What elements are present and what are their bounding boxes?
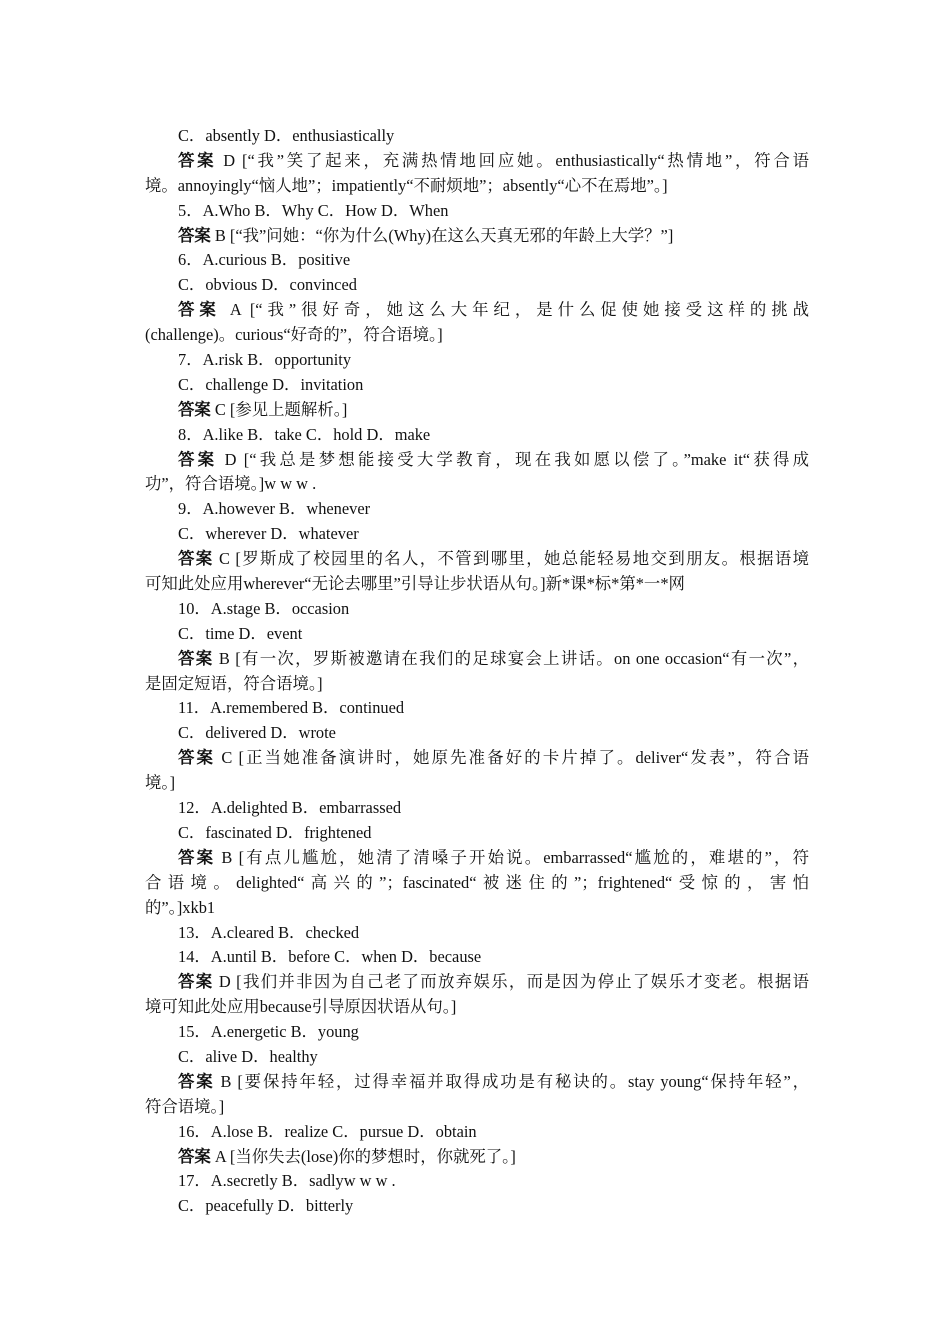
answer-line	[145, 547, 809, 572]
answer-label: 答案	[178, 449, 218, 469]
answer-line	[145, 448, 809, 473]
line-text: 17．A.secretly B．sadlyw w w .	[178, 1171, 396, 1191]
text-line	[145, 124, 809, 149]
line-text: B [要保持年轻，过得幸福并取得成功是有秘诀的。stay young“保持年轻”，	[214, 1071, 809, 1091]
line-text: B [“我”问她：“你为什么(Why)在这么天真无邪的年龄上大学？”]	[210, 225, 674, 245]
answer-label: 答案	[178, 300, 221, 320]
line-text: C [正当她准备演讲时，她原先准备好的卡片掉了。deliver“发表”，符合语	[215, 748, 809, 768]
line-text: 可知此处应用wherever“无论去哪里”引导让步状语从句。]新*课*标*第*一*网	[145, 574, 685, 594]
line-text: 是固定短语，符合语境。]	[145, 673, 323, 693]
line-text: 12．A.delighted B．embarrassed	[178, 798, 402, 818]
text-line	[145, 248, 809, 273]
text-line	[145, 572, 809, 597]
line-text: 功”，符合语境。]w w w .	[145, 474, 317, 494]
answer-line	[145, 846, 809, 871]
text-line	[145, 771, 809, 796]
text-line	[145, 721, 809, 746]
line-text: 10．A.stage B．occasion	[178, 598, 350, 618]
answer-label: 答案	[178, 549, 214, 569]
line-text: (challenge)。curious“好奇的”，符合语境。]	[145, 325, 443, 345]
answer-line	[145, 149, 809, 174]
line-text: B [有一次，罗斯被邀请在我们的足球宴会上讲话。on one occasion“有一次”，	[213, 648, 809, 668]
line-text: 7．A.risk B．opportunity	[178, 350, 352, 370]
text-line	[145, 199, 809, 224]
line-text: C．fascinated D．frightened	[178, 822, 372, 842]
line-text: C．wherever D．whatever	[178, 524, 359, 544]
text-line	[145, 348, 809, 373]
text-line	[145, 1120, 809, 1145]
text-line	[145, 1194, 809, 1219]
text-line	[145, 373, 809, 398]
text-line	[145, 472, 809, 497]
line-text: 14．A.until B．before C．when D．because	[178, 947, 482, 967]
line-text: 13．A.cleared B．checked	[178, 922, 360, 942]
answer-label: 答案	[178, 972, 214, 992]
line-text: C [参见上题解析。]	[210, 399, 348, 419]
text-line	[145, 796, 809, 821]
text-line	[145, 696, 809, 721]
answer-label: 答案	[178, 150, 217, 170]
line-text: 16．A.lose B．realize C．pursue D．obtain	[178, 1121, 477, 1141]
document-body	[145, 124, 809, 1219]
text-line	[145, 821, 809, 846]
answer-line	[145, 1070, 809, 1095]
line-text: A [当你失去(lose)你的梦想时，你就死了。]	[210, 1146, 516, 1166]
answer-line	[145, 746, 809, 771]
line-text: 15．A.energetic B．young	[178, 1022, 359, 1042]
text-line	[145, 1045, 809, 1070]
answer-line	[145, 398, 809, 423]
line-text: D [“我总是梦想能接受大学教育，现在我如愿以偿了。”make it“获得成	[217, 449, 809, 469]
text-line	[145, 323, 809, 348]
text-line	[145, 522, 809, 547]
text-line	[145, 1020, 809, 1045]
line-text: C．alive D．healthy	[178, 1046, 318, 1066]
answer-label: 答案	[178, 847, 216, 867]
text-line	[145, 273, 809, 298]
answer-line	[145, 970, 809, 995]
line-text: C．challenge D．invitation	[178, 374, 364, 394]
answer-label: 答案	[178, 225, 211, 245]
text-line	[145, 871, 809, 896]
line-text: B [有点儿尴尬，她清了清嗓子开始说。embarrassed“尴尬的，难堪的”，符	[215, 847, 809, 867]
line-text: C．absently D．enthusiastically	[178, 126, 395, 145]
line-text: C．obvious D．convinced	[178, 275, 357, 295]
answer-line	[145, 224, 809, 249]
text-line	[145, 672, 809, 697]
line-text: 的”。]xkb1	[145, 897, 216, 917]
answer-line	[145, 1145, 809, 1170]
line-text: D [我们并非因为自己老了而放弃娱乐，而是因为停止了娱乐才变老。根据语	[213, 972, 809, 992]
text-line	[145, 1169, 809, 1194]
line-text: 9．A.however B．whenever	[178, 499, 371, 519]
text-line	[145, 597, 809, 622]
line-text: C．delivered D．wrote	[178, 723, 336, 743]
line-text: C．peacefully D．bitterly	[178, 1196, 354, 1216]
text-line	[145, 622, 809, 647]
line-text: C．time D．event	[178, 623, 303, 643]
answer-label: 答案	[178, 399, 211, 419]
answer-label: 答案	[178, 1146, 211, 1166]
line-text: 6．A.curious B．positive	[178, 250, 351, 270]
line-text: 境可知此处应用because引导原因状语从句。]	[145, 997, 457, 1017]
line-text: D [“我”笑了起来，充满热情地回应她。enthusiastically“热情地”，符合语	[216, 150, 809, 170]
answer-line	[145, 647, 809, 672]
text-line	[145, 174, 809, 199]
text-line	[145, 423, 809, 448]
line-text: 5．A.Who B．Why C．How D．When	[178, 200, 449, 220]
line-text: 境。]	[145, 773, 176, 793]
line-text: 11．A.remembered B．continued	[178, 698, 405, 718]
answer-label: 答案	[178, 648, 214, 668]
text-line	[145, 1095, 809, 1120]
line-text: 合语境。delighted“高兴的”；fascinated“被迷住的”；frightened“受惊的，害怕	[145, 872, 809, 892]
line-text: C [罗斯成了校园里的名人，不管到哪里，她总能轻易地交到朋友。根据语境	[213, 549, 809, 569]
text-line	[145, 497, 809, 522]
line-text: 符合语境。]	[145, 1096, 225, 1116]
answer-line	[145, 298, 809, 323]
line-text: 境。annoyingly“恼人地”；impatiently“不耐烦地”；absently“心不在焉地”。]	[145, 175, 668, 195]
text-line	[145, 995, 809, 1020]
text-line	[145, 921, 809, 946]
line-text: A [“我”很好奇，她这么大年纪，是什么促使她接受这样的挑战	[220, 300, 809, 320]
text-line	[145, 896, 809, 921]
text-line	[145, 945, 809, 970]
answer-label: 答案	[178, 1071, 215, 1091]
line-text: 8．A.like B．take C．hold D．make	[178, 424, 431, 444]
answer-label: 答案	[178, 748, 216, 768]
